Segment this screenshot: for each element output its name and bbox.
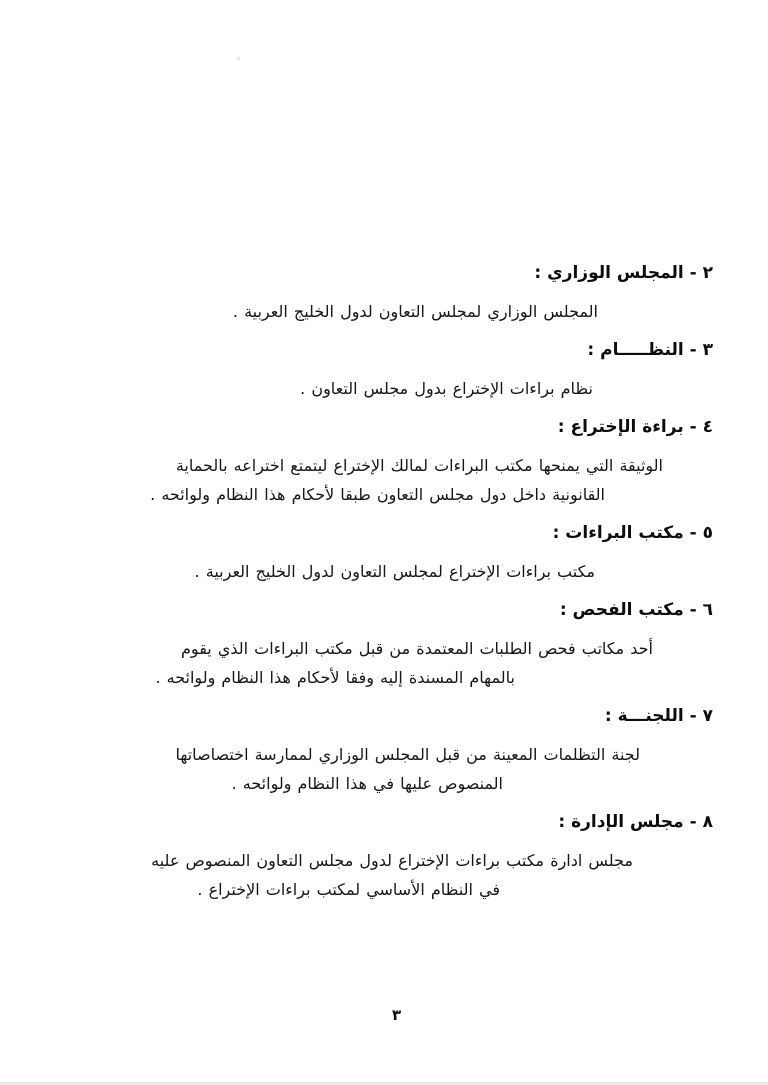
section-3 — [55, 339, 713, 403]
section-7-body-line: لجنة التظلمات المعينة من قبل المجلس الوزاري لممارسة اختصاصاتها — [175, 745, 640, 764]
section-7-heading: ٧ - اللجنـــة : — [604, 706, 713, 726]
section-6-body-line: أحد مكاتب فحص الطلبات المعتمدة من قبل مكتب البراءات الذي يقوم — [181, 639, 653, 658]
section-6 — [55, 599, 713, 692]
scan-speck — [237, 57, 240, 60]
section-7 — [55, 705, 713, 798]
section-2-heading: ٢ - المجلس الوزاري : — [534, 263, 713, 283]
section-5-body-line: مكتب براءات الإختراع لمجلس التعاون لدول الخليج العربية . — [194, 562, 595, 581]
section-8-body-line: مجلس ادارة مكتب براءات الإختراع لدول مجلس التعاون المنصوص عليه — [151, 851, 633, 870]
section-4-body-line: القانونية داخل دول مجلس التعاون طبقا لأحكام هذا النظام ولوائحه . — [150, 485, 605, 504]
section-7-body-line: المنصوص عليها في هذا النظام ولوائحه . — [231, 774, 503, 793]
section-8-body-line: في النظام الأساسي لمكتب براءات الإختراع . — [197, 880, 500, 899]
section-8-heading: ٨ - مجلس الإدارة : — [558, 812, 713, 832]
page-number: ٣ — [392, 1006, 402, 1024]
section-2-body-line: المجلس الوزاري لمجلس التعاون لدول الخليج العربية . — [232, 302, 598, 321]
section-3-heading: ٣ - النظـــــام : — [587, 340, 713, 360]
section-4-heading: ٤ - براءة الإختراع : — [557, 417, 713, 437]
section-8 — [55, 811, 713, 904]
section-4 — [55, 416, 713, 509]
section-5 — [55, 522, 713, 586]
section-6-body-line: بالمهام المسندة إليه وفقا لأحكام هذا النظام ولوائحه . — [155, 668, 515, 687]
section-2 — [55, 262, 713, 326]
section-3-body-line: نظام براءات الإختراع بدول مجلس التعاون . — [300, 379, 593, 398]
section-6-heading: ٦ - مكتب الفحص : — [559, 600, 713, 620]
section-4-body-line: الوثيقة التي يمنحها مكتب البراءات لمالك الإختراع ليتمتع اختراعه بالحماية — [175, 456, 663, 475]
section-5-heading: ٥ - مكتب البراءات : — [552, 523, 713, 543]
